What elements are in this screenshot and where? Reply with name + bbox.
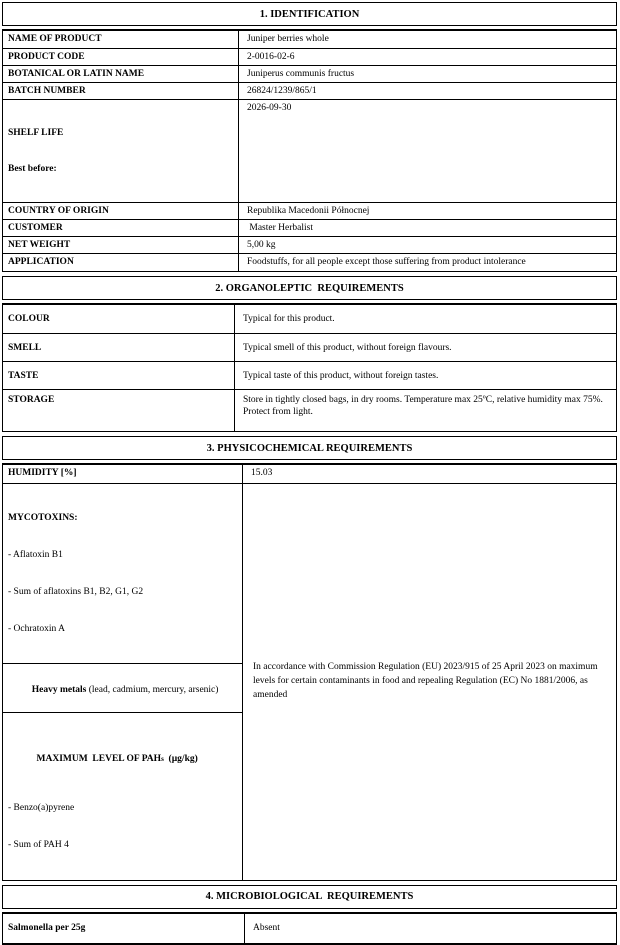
table-row-batch-number [3,82,616,99]
row-label: APPLICATION [8,257,74,268]
shelf-life-label-line1: SHELF LIFE [8,127,64,138]
table-row-taste [3,361,616,389]
contaminants-label-column [3,484,242,879]
row-label: HUMIDITY [%] [8,468,77,479]
table-row-name-of-product [3,31,616,48]
mycotoxin-item: - Sum of aflatoxins B1, B2, G1, G2 [8,586,144,597]
row-value: Absent [244,914,616,943]
pahs-title-main: MAXIMUM LEVEL OF PAH [36,754,162,765]
row-value: Typical for this product. [234,305,616,333]
row-value: Juniper berries whole [238,31,616,48]
row-label: NAME OF PRODUCT [8,34,102,44]
contaminants-merged-rows [3,483,616,879]
table-row-net-weight [3,236,616,253]
regulation-note-cell [242,484,616,879]
row-label: COLOUR [8,314,50,325]
row-value: 15.03 [242,465,616,483]
section-title: 4. MICROBIOLOGICAL REQUIREMENTS [205,891,414,902]
pah-item: - Sum of PAH 4 [8,840,69,851]
row-label: NET WEIGHT [8,240,71,251]
table-row-product-code [3,48,616,65]
row-label: TASTE [8,371,39,382]
section-microbiological-header [2,885,617,909]
table-row-botanical-name [3,65,616,82]
table-row-storage [3,389,616,431]
table-row-application [3,253,616,271]
row-value: 26824/1239/865/1 [238,83,616,99]
organoleptic-table [2,303,617,432]
regulation-note: In accordance with Commission Regulation (EU) 2023/915 of 25 April 2023 on maximum levels for certain contaminants in food and repealing Regulation (EC) No 1881/2006, as amended [253,662,598,700]
section-title: 1. IDENTIFICATION [259,8,360,20]
row-label: BATCH NUMBER [8,86,86,97]
mycotoxin-item: - Ochratoxin A [8,623,65,634]
mycotoxin-item: - Aflatoxin B1 [8,549,63,560]
heavy-metals-detail: (lead, cadmium, mercury, arsenic) [86,685,219,696]
row-value: 2026-09-30 [238,100,616,201]
row-label: SMELL [8,343,42,354]
table-row-country-of-origin [3,202,616,219]
heavy-metals-title: Heavy metals [31,685,87,696]
row-value: Republika Macedonii Północnej [238,203,616,219]
row-label: PRODUCT CODE [8,52,85,62]
shelf-life-label-line2: Best before: [8,164,57,175]
physicochemical-table [2,463,617,880]
table-row-customer [3,219,616,236]
table-row-salmonella [3,914,616,943]
table-row-humidity [3,465,616,483]
section-organoleptic-header [2,276,617,300]
row-label: CUSTOMER [8,222,63,233]
microbiological-table [2,912,617,945]
row-value: Typical smell of this product, without foreign flavours. [234,334,616,361]
pahs-title-unit: (µg/kg) [163,754,198,765]
pahs-title [8,741,237,778]
row-value: 5,00 kg [238,237,616,253]
mycotoxins-cell [3,484,242,663]
table-row-colour [3,305,616,333]
pah-item: - Benzo(a)pyrene [8,803,75,814]
row-value: Foodstuffs, for all people except those suffering from product intolerance [238,254,616,271]
row-label: COUNTRY OF ORIGIN [8,205,109,216]
row-label: BOTANICAL OR LATIN NAME [8,69,145,80]
row-value: Typical taste of this product, without foreign tastes. [234,362,616,389]
mycotoxins-title: MYCOTOXINS: [8,512,78,523]
row-value: Juniperus communis fructus [238,66,616,82]
row-label: Salmonella per 25g [8,922,86,933]
section-physicochemical-header [2,436,617,460]
row-value: Master Herbalist [238,220,616,236]
pahs-title-subscript: s [161,755,164,764]
identification-table [2,29,617,272]
row-label [3,100,238,201]
table-row-smell [3,333,616,361]
row-value: 2-0016-02-6 [238,49,616,65]
pahs-cell [3,712,242,879]
row-label: STORAGE [8,395,55,406]
section-identification-header [2,2,617,26]
section-title: 3. PHYSICOCHEMICAL REQUIREMENTS [206,442,413,454]
row-value: Store in tightly closed bags, in dry rooms. Temperature max 25ºC, relative humidity max 75%. Protect from light. [234,390,616,431]
section-title: 2. ORGANOLEPTIC REQUIREMENTS [215,282,404,294]
table-row-shelf-life [3,99,616,201]
heavy-metals-cell [3,663,242,712]
